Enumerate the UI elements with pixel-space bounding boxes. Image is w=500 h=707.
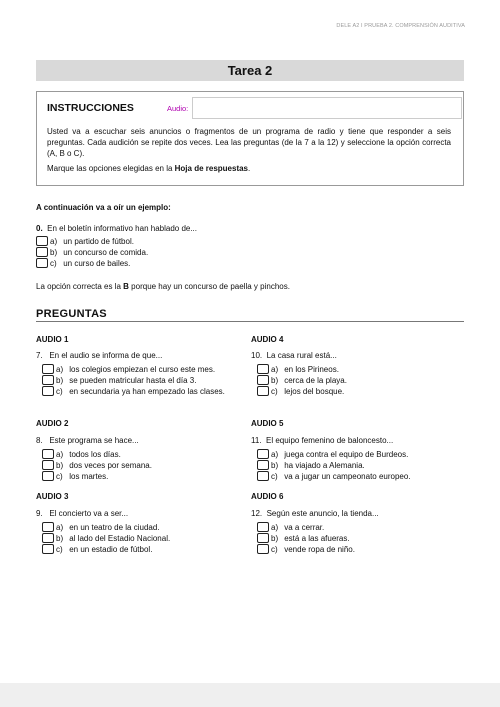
- example-question: [36, 224, 197, 233]
- question-number: 8.: [36, 436, 43, 445]
- option-letter: b): [271, 534, 279, 543]
- checkbox[interactable]: [257, 375, 269, 385]
- question-10: [251, 351, 337, 360]
- option-11a[interactable]: [257, 449, 411, 460]
- checkbox[interactable]: [36, 258, 48, 268]
- checkbox[interactable]: [42, 522, 54, 532]
- checkbox[interactable]: [42, 460, 54, 470]
- question-text: El equipo femenino de baloncesto...: [265, 436, 394, 445]
- checkbox[interactable]: [257, 471, 269, 481]
- question-9-options: [42, 522, 170, 555]
- section-title: PREGUNTAS: [36, 308, 464, 322]
- option-letter: c): [56, 545, 63, 554]
- question-12: [251, 509, 379, 518]
- option-text: dos veces por semana.: [69, 461, 152, 470]
- question-number: 10.: [251, 351, 263, 360]
- audio-1-title: AUDIO 1: [36, 335, 69, 344]
- example-number: 0.: [36, 224, 43, 233]
- page-header: DELE A2 I PRUEBA 2. COMPRENSIÓN AUDITIVA: [336, 23, 465, 29]
- answer-sheet-name: Hoja de respuestas: [174, 164, 249, 173]
- checkbox[interactable]: [42, 533, 54, 543]
- question-10-options: [257, 364, 347, 397]
- question-number: 9.: [36, 509, 43, 518]
- option-letter: a): [56, 450, 64, 459]
- option-letter: a): [271, 450, 279, 459]
- option-text: se pueden matricular hasta el día 3.: [69, 376, 197, 385]
- question-7: [36, 351, 162, 360]
- audio-field[interactable]: [192, 97, 462, 119]
- question-number: 11.: [251, 436, 262, 445]
- question-7-options: [42, 364, 242, 397]
- audio-5-title: AUDIO 5: [251, 419, 284, 428]
- example-answer: [36, 282, 290, 291]
- option-text: va a cerrar.: [284, 523, 325, 532]
- question-11: [251, 436, 393, 445]
- option-letter: a): [271, 365, 279, 374]
- instructions-text: Usted va a escuchar seis anuncios o fragmentos de un programa de radio y tiene que responder a seis preguntas. Cada audición se repite dos veces. Lea las preguntas (de la 7 a la 12) y seleccione la opción correcta (A, B o C).: [47, 127, 451, 158]
- option-9b[interactable]: [42, 533, 170, 544]
- option-text: lejos del bosque.: [284, 387, 345, 396]
- option-letter: b): [56, 376, 64, 385]
- question-text: El concierto va a ser...: [49, 509, 129, 518]
- checkbox[interactable]: [42, 364, 54, 374]
- question-8: [36, 436, 139, 445]
- page-footer-gap: [0, 683, 500, 707]
- option-text: ha viajado a Alemania.: [284, 461, 365, 470]
- option-text: en los Pirineos.: [284, 365, 339, 374]
- option-12b[interactable]: [257, 533, 355, 544]
- checkbox[interactable]: [257, 460, 269, 470]
- option-text: en un teatro de la ciudad.: [69, 523, 160, 532]
- checkbox[interactable]: [36, 247, 48, 257]
- option-7a[interactable]: [42, 364, 242, 375]
- option-text: un curso de bailes.: [63, 259, 131, 268]
- instructions-mark-text: [47, 164, 250, 173]
- option-9a[interactable]: [42, 522, 170, 533]
- example-option-b[interactable]: [36, 247, 148, 258]
- checkbox[interactable]: [42, 386, 54, 396]
- option-text: un partido de fútbol.: [63, 237, 134, 246]
- instructions-mark-pre: Marque las opciones elegidas en la: [47, 164, 175, 173]
- option-text: vende ropa de niño.: [284, 545, 355, 554]
- example-option-a[interactable]: [36, 236, 148, 247]
- checkbox[interactable]: [42, 375, 54, 385]
- option-9c[interactable]: [42, 544, 170, 555]
- option-letter: b): [271, 376, 279, 385]
- task-title: Tarea 2: [36, 60, 464, 81]
- option-text: juega contra el equipo de Burdeos.: [284, 450, 409, 459]
- example-answer-letter: B: [123, 282, 129, 291]
- instructions-title: INSTRUCCIONES: [47, 102, 134, 114]
- option-letter: b): [56, 461, 64, 470]
- question-text: Según este anuncio, la tienda...: [266, 509, 379, 518]
- instructions-box: [36, 91, 464, 186]
- question-number: 7.: [36, 351, 43, 360]
- option-text: en un estadio de fútbol.: [69, 545, 153, 554]
- option-8a[interactable]: [42, 449, 152, 460]
- example-option-c[interactable]: [36, 258, 148, 269]
- checkbox[interactable]: [42, 449, 54, 459]
- audio-6-title: AUDIO 6: [251, 492, 284, 501]
- option-11c[interactable]: [257, 471, 411, 482]
- checkbox[interactable]: [257, 364, 269, 374]
- option-letter: c): [50, 259, 57, 268]
- question-12-options: [257, 522, 355, 555]
- example-title: A continuación va a oír un ejemplo:: [36, 203, 171, 212]
- option-12a[interactable]: [257, 522, 355, 533]
- option-11b[interactable]: [257, 460, 411, 471]
- checkbox[interactable]: [257, 533, 269, 543]
- question-11-options: [257, 449, 411, 482]
- option-letter: b): [56, 534, 64, 543]
- checkbox[interactable]: [42, 471, 54, 481]
- option-7b[interactable]: [42, 375, 242, 386]
- checkbox[interactable]: [42, 544, 54, 554]
- option-text: un concurso de comida.: [63, 248, 149, 257]
- option-text: al lado del Estadio Nacional.: [69, 534, 171, 543]
- option-letter: c): [271, 545, 278, 554]
- question-9: [36, 509, 128, 518]
- example-question-text: En el boletín informativo han hablado de...: [47, 224, 198, 233]
- question-text: La casa rural está...: [266, 351, 337, 360]
- audio-2-title: AUDIO 2: [36, 419, 69, 428]
- audio-3-title: AUDIO 3: [36, 492, 69, 501]
- example-answer-post: porque hay un concurso de paella y pinchos.: [128, 282, 290, 291]
- example-options: [36, 236, 148, 269]
- option-10b[interactable]: [257, 375, 347, 386]
- option-12c[interactable]: [257, 544, 355, 555]
- option-10a[interactable]: [257, 364, 347, 375]
- option-text: todos los días.: [69, 450, 121, 459]
- instructions-mark-post: .: [248, 164, 251, 173]
- option-8b[interactable]: [42, 460, 152, 471]
- checkbox[interactable]: [257, 386, 269, 396]
- checkbox[interactable]: [257, 544, 269, 554]
- option-text: los colegios empiezan el curso este mes.: [69, 365, 216, 374]
- audio-4-title: AUDIO 4: [251, 335, 284, 344]
- option-text: está a las afueras.: [284, 534, 350, 543]
- option-letter: c): [271, 387, 278, 396]
- checkbox[interactable]: [257, 522, 269, 532]
- option-text: los martes.: [69, 472, 109, 481]
- audio-label: Audio:: [167, 104, 189, 113]
- option-letter: c): [56, 472, 63, 481]
- question-number: 12.: [251, 509, 263, 518]
- question-8-options: [42, 449, 152, 482]
- checkbox[interactable]: [257, 449, 269, 459]
- option-letter: b): [271, 461, 279, 470]
- option-text: en secundaria ya han empezado las clases.: [69, 387, 225, 396]
- example-answer-pre: La opción correcta es la: [36, 282, 124, 291]
- question-text: En el audio se informa de que...: [49, 351, 163, 360]
- option-letter: c): [271, 472, 278, 481]
- option-text: cerca de la playa.: [284, 376, 347, 385]
- option-text: va a jugar un campeonato europeo.: [284, 472, 411, 481]
- option-10c[interactable]: [257, 386, 347, 397]
- option-letter: a): [56, 523, 64, 532]
- option-letter: a): [56, 365, 64, 374]
- question-text: Este programa se hace...: [49, 436, 139, 445]
- option-7c[interactable]: [42, 386, 242, 397]
- option-letter: a): [271, 523, 279, 532]
- checkbox[interactable]: [36, 236, 48, 246]
- option-letter: c): [56, 387, 63, 396]
- option-8c[interactable]: [42, 471, 152, 482]
- option-letter: b): [50, 248, 58, 257]
- option-letter: a): [50, 237, 58, 246]
